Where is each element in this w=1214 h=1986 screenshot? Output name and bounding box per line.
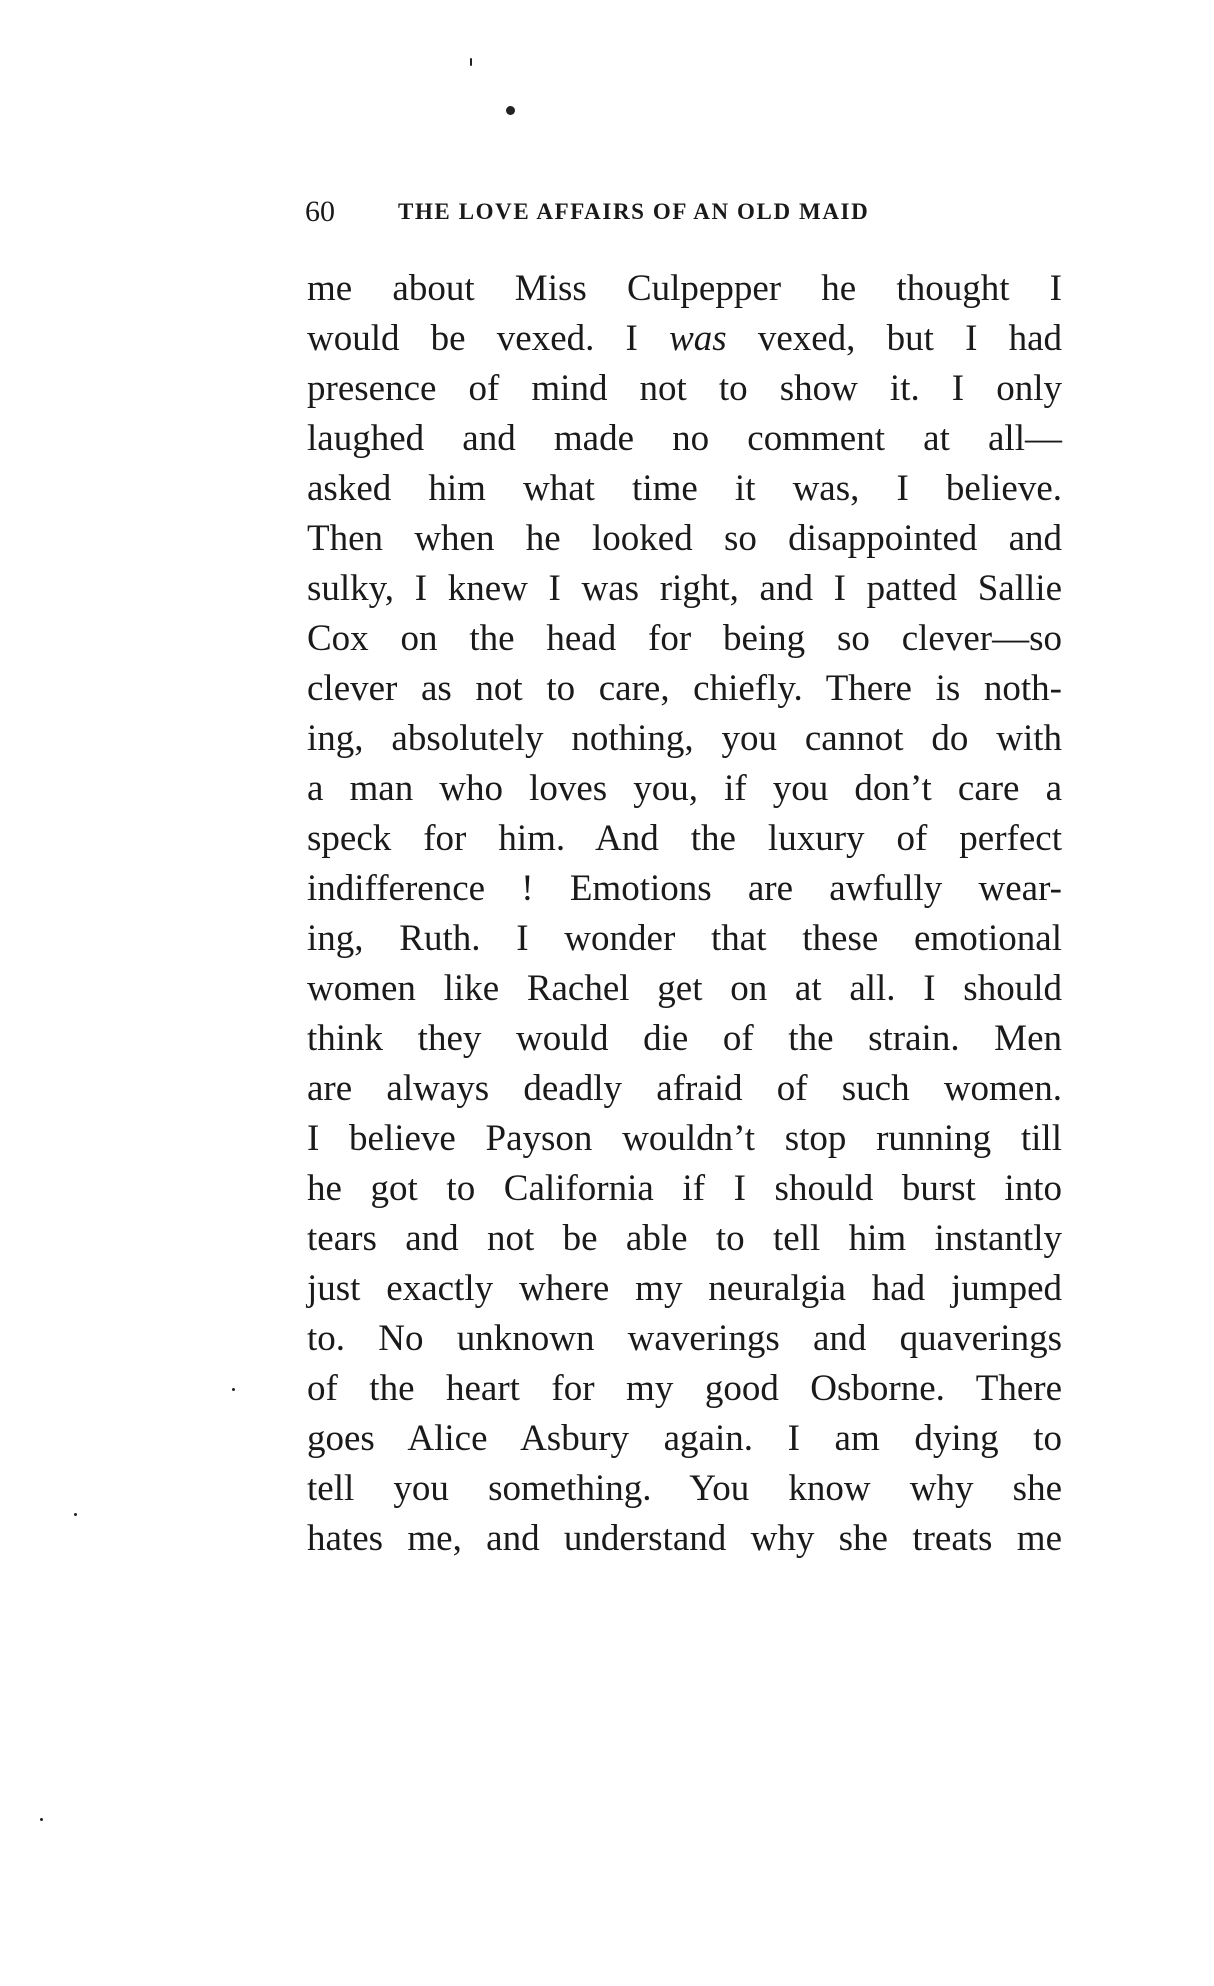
text-line: goes Alice Asbury again. I am dying to — [307, 1418, 1062, 1459]
text-line: I believe Payson wouldn’t stop running till — [307, 1118, 1062, 1159]
text-line: asked him what time it was, I believe. — [307, 468, 1062, 509]
text-line: tears and not be able to tell him instantly — [307, 1218, 1062, 1259]
text-line: just exactly where my neuralgia had jumped — [307, 1268, 1062, 1309]
text-line: are always deadly afraid of such women. — [307, 1068, 1062, 1109]
text-line: clever as not to care, chiefly. There is noth- — [307, 668, 1062, 709]
ink-speck — [40, 1818, 43, 1821]
text-line: think they would die of the strain. Men — [307, 1018, 1062, 1059]
text-line: hates me, and understand why she treats me — [307, 1518, 1062, 1559]
text-line: a man who loves you, if you don’t care a — [307, 768, 1062, 809]
text-line: Cox on the head for being so clever—so — [307, 618, 1062, 659]
ink-speck — [506, 106, 515, 115]
text-line: indifference ! Emotions are awfully wear- — [307, 868, 1062, 909]
text-line: Then when he looked so disappointed and — [307, 518, 1062, 559]
text-line: women like Rachel get on at all. I should — [307, 968, 1062, 1009]
text-line: ing, absolutely nothing, you cannot do with — [307, 718, 1062, 759]
ink-speck — [74, 1513, 77, 1516]
body-text — [307, 264, 1062, 1564]
text-line: to. No unknown waverings and quaverings — [307, 1318, 1062, 1359]
page-number: 60 — [305, 195, 335, 228]
ink-speck — [470, 58, 472, 66]
text-line: he got to California if I should burst into — [307, 1168, 1062, 1209]
text-line: presence of mind not to show it. I only — [307, 368, 1062, 409]
text-fragment: would be vexed. I — [307, 318, 670, 359]
text-line — [307, 314, 1062, 364]
running-header — [305, 194, 1060, 230]
text-line: tell you something. You know why she — [307, 1468, 1062, 1509]
italic-word: was — [669, 318, 727, 359]
text-line: sulky, I knew I was right, and I patted Sallie — [307, 568, 1062, 609]
ink-speck — [232, 1388, 235, 1391]
text-fragment: vexed, but I had — [726, 318, 1063, 359]
text-line: ing, Ruth. I wonder that these emotional — [307, 918, 1062, 959]
text-line: laughed and made no comment at all— — [307, 418, 1062, 459]
text-line: speck for him. And the luxury of perfect — [307, 818, 1062, 859]
text-line: me about Miss Culpepper he thought I — [307, 268, 1062, 309]
running-title: THE LOVE AFFAIRS OF AN OLD MAID — [398, 199, 870, 224]
text-line: of the heart for my good Osborne. There — [307, 1368, 1062, 1409]
